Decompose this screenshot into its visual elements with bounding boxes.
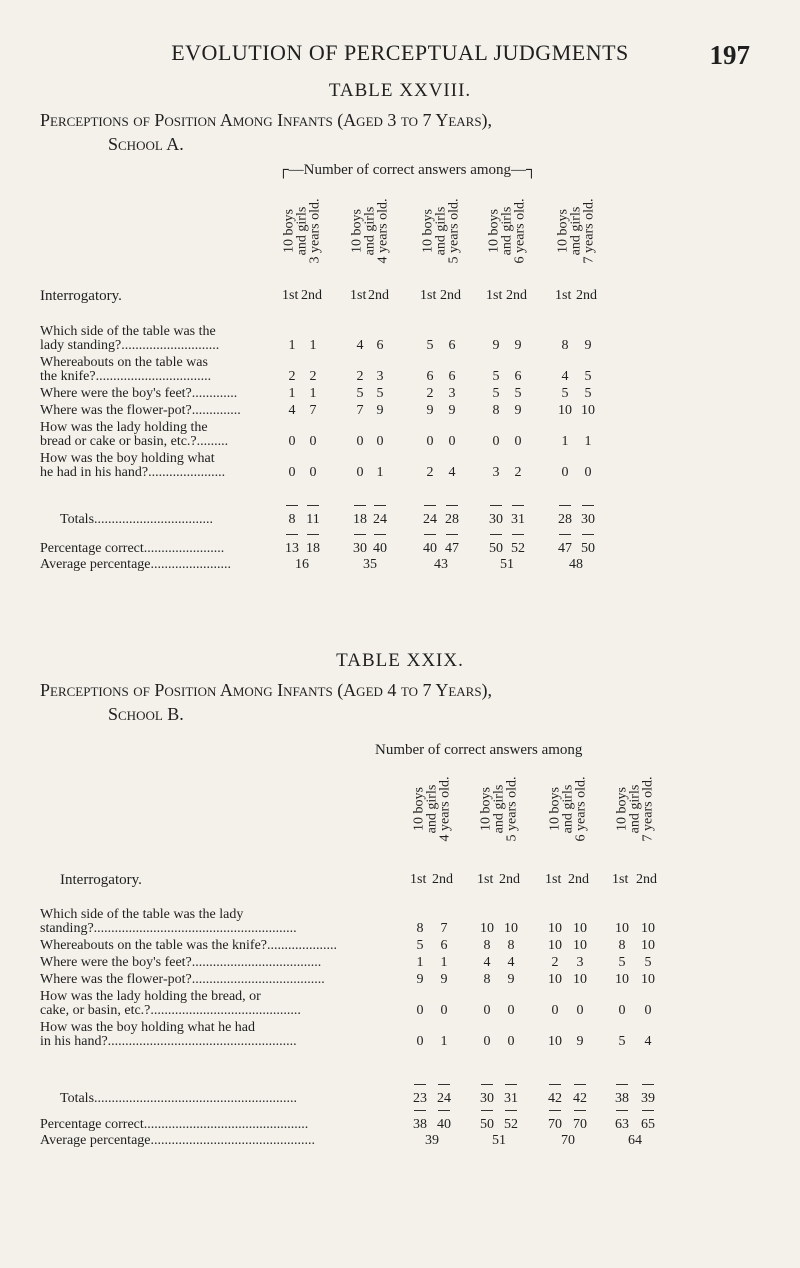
cell-value: 4 <box>561 369 569 384</box>
totals-value: 31 <box>504 1091 518 1106</box>
column-header-text <box>488 199 527 264</box>
row-label: Which side of the table was the lady <box>40 907 244 922</box>
percentage-label: Percentage correct............................................... <box>40 1117 309 1132</box>
subheader-1st: 1st <box>410 872 427 887</box>
cell-value: 5 <box>356 386 364 401</box>
column-header-line: and girls <box>424 784 440 834</box>
totals-value: 42 <box>573 1091 587 1106</box>
column-header-line: 5 years old. <box>446 198 462 264</box>
column-header-line: and girls <box>491 784 507 834</box>
separator-dash <box>616 1084 628 1085</box>
column-header-line: and girls <box>433 206 449 256</box>
cell-value: 0 <box>644 1003 652 1018</box>
cell-value: 9 <box>576 1034 584 1049</box>
cell-value: 0 <box>288 434 296 449</box>
percentage-value: 52 <box>504 1117 518 1132</box>
subheader-2nd: 2nd <box>301 288 322 303</box>
totals-label: Totals.................................. <box>60 512 214 527</box>
column-header-line: 10 boys <box>281 209 297 253</box>
cell-value: 5 <box>618 1034 626 1049</box>
separator-dash <box>490 534 502 535</box>
separator-dash <box>307 534 319 535</box>
column-header-line: 5 years old. <box>504 776 520 842</box>
cell-value: 8 <box>416 921 424 936</box>
percentage-value: 40 <box>373 541 387 556</box>
separator-dash <box>616 1110 628 1111</box>
row-label: bread or cake or basin, etc.?......... <box>40 434 229 449</box>
totals-value: 24 <box>423 512 437 527</box>
percentage-value: 70 <box>573 1117 587 1132</box>
cell-value: 4 <box>356 338 364 353</box>
percentage-value: 13 <box>285 541 299 556</box>
cell-value: 6 <box>376 338 384 353</box>
subheader-2nd: 2nd <box>499 872 520 887</box>
subheader-1st: 1st <box>612 872 629 887</box>
cell-value: 9 <box>426 403 434 418</box>
cell-value: 2 <box>309 369 317 384</box>
separator-dash <box>549 1110 561 1111</box>
subheader-1st: 1st <box>555 288 572 303</box>
average-value: 48 <box>569 557 583 572</box>
column-header-line: 10 boys <box>486 209 502 253</box>
column-header-line: 6 years old. <box>512 198 528 264</box>
separator-dash <box>505 1084 517 1085</box>
percentage-value: 52 <box>511 541 525 556</box>
separator-dash <box>374 505 386 506</box>
column-header-text <box>616 777 655 842</box>
row-label: Where was the flower-pot?...................................... <box>40 972 325 987</box>
column-header <box>479 768 519 850</box>
cell-value: 0 <box>416 1003 424 1018</box>
page-number: 197 <box>709 40 750 70</box>
separator-dash <box>414 1110 426 1111</box>
separator-dash <box>505 1110 517 1111</box>
column-header-text <box>283 199 322 264</box>
totals-label: Totals.......................................................... <box>60 1091 298 1106</box>
separator-dash <box>559 534 571 535</box>
separator-dash <box>424 505 436 506</box>
column-header <box>487 190 527 272</box>
cell-value: 4 <box>448 465 456 480</box>
cell-value: 10 <box>548 972 562 987</box>
row-label: Where were the boy's feet?..................................... <box>40 955 322 970</box>
cell-value: 8 <box>492 403 500 418</box>
column-header <box>615 768 655 850</box>
cell-value: 0 <box>416 1034 424 1049</box>
row-label: lady standing?............................ <box>40 338 220 353</box>
cell-value: 0 <box>309 434 317 449</box>
totals-value: 24 <box>437 1091 451 1106</box>
cell-value: 8 <box>483 938 491 953</box>
separator-dash <box>354 505 366 506</box>
average-value: 43 <box>434 557 448 572</box>
average-value: 64 <box>628 1133 642 1148</box>
cell-value: 9 <box>507 972 515 987</box>
separator-dash <box>582 505 594 506</box>
cell-value: 7 <box>440 921 448 936</box>
separator-dash <box>307 505 319 506</box>
percentage-value: 40 <box>423 541 437 556</box>
cell-value: 5 <box>492 369 500 384</box>
cell-value: 10 <box>641 921 655 936</box>
totals-value: 31 <box>511 512 525 527</box>
cell-value: 9 <box>514 403 522 418</box>
column-header <box>421 190 461 272</box>
separator-dash <box>574 1110 586 1111</box>
cell-value: 0 <box>507 1003 515 1018</box>
row-label: in his hand?...................................................... <box>40 1034 297 1049</box>
table-subtitle: Perceptions of Position Among Infants (Aged 4 to 7 Years), School B. <box>40 678 760 726</box>
cell-value: 3 <box>376 369 384 384</box>
column-header-line: 7 years old. <box>640 776 656 842</box>
row-label: How was the lady holding the <box>40 420 208 435</box>
totals-value: 42 <box>548 1091 562 1106</box>
subheader-1st: 1st <box>486 288 503 303</box>
subheader-2nd: 2nd <box>506 288 527 303</box>
cell-value: 9 <box>584 338 592 353</box>
subheader-2nd: 2nd <box>368 288 389 303</box>
row-label: Where were the boy's feet?............. <box>40 386 238 401</box>
separator-dash <box>642 1084 654 1085</box>
column-header-line: 3 years old. <box>307 198 323 264</box>
separator-dash <box>549 1084 561 1085</box>
cell-value: 5 <box>644 955 652 970</box>
totals-value: 39 <box>641 1091 655 1106</box>
cell-value: 9 <box>416 972 424 987</box>
separator-dash <box>512 534 524 535</box>
cell-value: 5 <box>426 338 434 353</box>
interrogatory-label: Interrogatory. <box>40 288 122 304</box>
totals-value: 30 <box>489 512 503 527</box>
percentage-value: 50 <box>480 1117 494 1132</box>
separator-dash <box>424 534 436 535</box>
cell-value: 1 <box>288 338 296 353</box>
column-header-line: 4 years old. <box>437 776 453 842</box>
totals-value: 24 <box>373 512 387 527</box>
cell-value: 0 <box>561 465 569 480</box>
column-header-line: 10 boys <box>478 787 494 831</box>
column-header-line: and girls <box>294 206 310 256</box>
separator-dash <box>374 534 386 535</box>
totals-value: 18 <box>353 512 367 527</box>
separator-dash <box>438 1110 450 1111</box>
cell-value: 10 <box>480 921 494 936</box>
row-label: standing?.......................................................... <box>40 921 297 936</box>
subheader-1st: 1st <box>545 872 562 887</box>
cell-value: 0 <box>483 1034 491 1049</box>
column-header-line: 10 boys <box>349 209 365 253</box>
totals-value: 8 <box>288 512 296 527</box>
cell-value: 9 <box>514 338 522 353</box>
cell-value: 5 <box>416 938 424 953</box>
percentage-value: 70 <box>548 1117 562 1132</box>
percentage-value: 40 <box>437 1117 451 1132</box>
separator-dash <box>642 1110 654 1111</box>
percentage-value: 50 <box>581 541 595 556</box>
cell-value: 6 <box>440 938 448 953</box>
cell-value: 2 <box>288 369 296 384</box>
percentage-value: 65 <box>641 1117 655 1132</box>
cell-value: 0 <box>309 465 317 480</box>
table-subtitle: Perceptions of Position Among Infants (Aged 3 to 7 Years), School A. <box>40 108 760 156</box>
separator-dash <box>481 1084 493 1085</box>
row-label: How was the boy holding what he had <box>40 1020 256 1035</box>
cell-value: 10 <box>641 938 655 953</box>
column-header-line: 10 boys <box>547 787 563 831</box>
cell-value: 10 <box>573 938 587 953</box>
average-value: 51 <box>492 1133 506 1148</box>
cell-value: 10 <box>573 972 587 987</box>
subheader-2nd: 2nd <box>636 872 657 887</box>
separator-dash <box>559 505 571 506</box>
table-xxix <box>0 650 800 1210</box>
table-xxviii <box>0 80 800 620</box>
super-header: ┌—Number of correct answers among—┐ <box>278 162 537 178</box>
cell-value: 1 <box>440 1034 448 1049</box>
row-label: the knife?................................. <box>40 369 212 384</box>
cell-value: 10 <box>558 403 572 418</box>
separator-dash <box>582 534 594 535</box>
average-label: Average percentage....................... <box>40 557 231 572</box>
column-header-line: 10 boys <box>614 787 630 831</box>
column-header <box>350 190 390 272</box>
cell-value: 0 <box>426 434 434 449</box>
column-header <box>282 190 322 272</box>
column-header-text <box>351 199 390 264</box>
cell-value: 1 <box>309 386 317 401</box>
cell-value: 8 <box>618 938 626 953</box>
cell-value: 3 <box>492 465 500 480</box>
subheader-2nd: 2nd <box>432 872 453 887</box>
row-label: How was the boy holding what <box>40 451 215 466</box>
cell-value: 2 <box>514 465 522 480</box>
cell-value: 1 <box>584 434 592 449</box>
subheader-1st: 1st <box>282 288 299 303</box>
subheader-2nd: 2nd <box>576 288 597 303</box>
cell-value: 1 <box>416 955 424 970</box>
cell-value: 0 <box>356 434 364 449</box>
column-header-text <box>480 777 519 842</box>
cell-value: 2 <box>356 369 364 384</box>
average-value: 51 <box>500 557 514 572</box>
separator-dash <box>354 534 366 535</box>
column-header <box>548 768 588 850</box>
row-label: Whereabouts on the table was <box>40 355 208 370</box>
cell-value: 1 <box>440 955 448 970</box>
cell-value: 1 <box>561 434 569 449</box>
column-header-text <box>557 199 596 264</box>
average-value: 16 <box>295 557 309 572</box>
subheader-2nd: 2nd <box>568 872 589 887</box>
separator-dash <box>512 505 524 506</box>
cell-value: 9 <box>440 972 448 987</box>
super-header: Number of correct answers among <box>375 742 583 758</box>
cell-value: 5 <box>514 386 522 401</box>
column-header-text <box>413 777 452 842</box>
cell-value: 7 <box>309 403 317 418</box>
cell-value: 9 <box>492 338 500 353</box>
cell-value: 1 <box>376 465 384 480</box>
percentage-label: Percentage correct....................... <box>40 541 225 556</box>
running-title: EVOLUTION OF PERCEPTUAL JUDGMENTS <box>171 40 629 65</box>
totals-value: 28 <box>445 512 459 527</box>
cell-value: 2 <box>551 955 559 970</box>
average-label: Average percentage............................................... <box>40 1133 315 1148</box>
cell-value: 9 <box>448 403 456 418</box>
column-header-text <box>549 777 588 842</box>
row-label: How was the lady holding the bread, or <box>40 989 261 1004</box>
totals-value: 23 <box>413 1091 427 1106</box>
separator-dash <box>446 505 458 506</box>
column-header <box>556 190 596 272</box>
cell-value: 0 <box>514 434 522 449</box>
percentage-value: 30 <box>353 541 367 556</box>
totals-value: 30 <box>480 1091 494 1106</box>
cell-value: 7 <box>356 403 364 418</box>
totals-value: 28 <box>558 512 572 527</box>
percentage-value: 38 <box>413 1117 427 1132</box>
cell-value: 0 <box>584 465 592 480</box>
cell-value: 0 <box>448 434 456 449</box>
separator-dash <box>490 505 502 506</box>
column-header-line: 7 years old. <box>581 198 597 264</box>
column-header-line: 10 boys <box>411 787 427 831</box>
average-value: 35 <box>363 557 377 572</box>
totals-value: 11 <box>306 512 320 527</box>
percentage-value: 50 <box>489 541 503 556</box>
cell-value: 10 <box>504 921 518 936</box>
cell-value: 0 <box>618 1003 626 1018</box>
cell-value: 0 <box>376 434 384 449</box>
cell-value: 0 <box>492 434 500 449</box>
cell-value: 0 <box>507 1034 515 1049</box>
cell-value: 9 <box>376 403 384 418</box>
cell-value: 5 <box>376 386 384 401</box>
column-header-line: 4 years old. <box>375 198 391 264</box>
separator-dash <box>286 505 298 506</box>
subheader-1st: 1st <box>420 288 437 303</box>
cell-value: 0 <box>576 1003 584 1018</box>
cell-value: 1 <box>309 338 317 353</box>
cell-value: 10 <box>615 972 629 987</box>
column-header-line: and girls <box>499 206 515 256</box>
cell-value: 5 <box>618 955 626 970</box>
cell-value: 3 <box>576 955 584 970</box>
cell-value: 8 <box>507 938 515 953</box>
cell-value: 5 <box>561 386 569 401</box>
cell-value: 4 <box>644 1034 652 1049</box>
column-header-text <box>422 199 461 264</box>
cell-value: 2 <box>426 386 434 401</box>
interrogatory-label: Interrogatory. <box>60 872 142 888</box>
percentage-value: 47 <box>445 541 459 556</box>
column-header-line: and girls <box>568 206 584 256</box>
cell-value: 4 <box>507 955 515 970</box>
totals-value: 38 <box>615 1091 629 1106</box>
percentage-value: 18 <box>306 541 320 556</box>
column-header-line: and girls <box>362 206 378 256</box>
cell-value: 8 <box>483 972 491 987</box>
percentage-value: 47 <box>558 541 572 556</box>
cell-value: 10 <box>641 972 655 987</box>
cell-value: 10 <box>615 921 629 936</box>
subheader-1st: 1st <box>350 288 367 303</box>
cell-value: 10 <box>548 1034 562 1049</box>
row-label: cake, or basin, etc.?........................................... <box>40 1003 301 1018</box>
cell-value: 2 <box>426 465 434 480</box>
column-header-line: 10 boys <box>420 209 436 253</box>
row-label: Where was the flower-pot?.............. <box>40 403 241 418</box>
cell-value: 8 <box>561 338 569 353</box>
subheader-2nd: 2nd <box>440 288 461 303</box>
percentage-value: 63 <box>615 1117 629 1132</box>
separator-dash <box>446 534 458 535</box>
cell-value: 10 <box>581 403 595 418</box>
column-header-line: 6 years old. <box>573 776 589 842</box>
separator-dash <box>414 1084 426 1085</box>
cell-value: 6 <box>514 369 522 384</box>
cell-value: 5 <box>584 369 592 384</box>
separator-dash <box>574 1084 586 1085</box>
cell-value: 6 <box>448 338 456 353</box>
separator-dash <box>438 1084 450 1085</box>
cell-value: 10 <box>573 921 587 936</box>
cell-value: 5 <box>492 386 500 401</box>
cell-value: 0 <box>551 1003 559 1018</box>
column-header-line: and girls <box>627 784 643 834</box>
cell-value: 10 <box>548 938 562 953</box>
subheader-1st: 1st <box>477 872 494 887</box>
column-header-line: 10 boys <box>555 209 571 253</box>
average-value: 70 <box>561 1133 575 1148</box>
column-header-line: and girls <box>560 784 576 834</box>
average-value: 39 <box>425 1133 439 1148</box>
totals-value: 30 <box>581 512 595 527</box>
cell-value: 6 <box>448 369 456 384</box>
cell-value: 3 <box>448 386 456 401</box>
cell-value: 0 <box>440 1003 448 1018</box>
table-title: TABLE XXVIII. <box>328 80 472 101</box>
cell-value: 4 <box>483 955 491 970</box>
cell-value: 0 <box>356 465 364 480</box>
cell-value: 10 <box>548 921 562 936</box>
table-subtitle-line2: School A. <box>108 134 184 154</box>
row-label: he had in his hand?...................... <box>40 465 226 480</box>
row-label: Whereabouts on the table was the knife?.................... <box>40 938 338 953</box>
running-head <box>0 40 800 80</box>
cell-value: 4 <box>288 403 296 418</box>
table-title: TABLE XXIX. <box>336 650 464 671</box>
cell-value: 5 <box>584 386 592 401</box>
cell-value: 6 <box>426 369 434 384</box>
cell-value: 0 <box>483 1003 491 1018</box>
cell-value: 1 <box>288 386 296 401</box>
table-subtitle-line2: School B. <box>108 704 184 724</box>
separator-dash <box>286 534 298 535</box>
column-header <box>412 768 452 850</box>
cell-value: 0 <box>288 465 296 480</box>
row-label: Which side of the table was the <box>40 324 216 339</box>
separator-dash <box>481 1110 493 1111</box>
